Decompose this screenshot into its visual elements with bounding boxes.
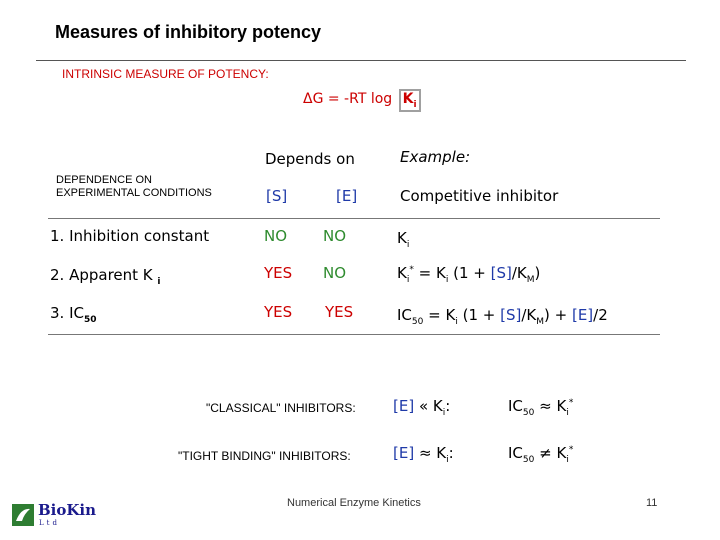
col-substrate: [S]: [266, 187, 288, 205]
dependence-label-line2: EXPERIMENTAL CONDITIONS: [56, 187, 212, 199]
tight-result: [508, 444, 573, 465]
equation-k: K: [402, 91, 414, 107]
equation-k-sub: i: [413, 99, 417, 110]
classical-res-k-sub: i: [566, 408, 569, 418]
row3-label-text: 3. IC: [50, 304, 84, 322]
page-number: 11: [646, 497, 658, 509]
logo-sub: Ltd: [39, 519, 60, 527]
row3-substrate: [S]: [500, 306, 522, 324]
row3-ic: IC: [397, 306, 412, 324]
row3-k-sub: i: [455, 317, 458, 327]
ki-box: [399, 89, 421, 112]
row2-k2-sub: i: [445, 275, 449, 285]
tight-colon: :: [448, 444, 454, 462]
row1-k-sub: i: [406, 240, 410, 250]
classical-res-sup: *: [568, 398, 574, 408]
equation-prefix: ΔG = -RT log: [303, 91, 397, 107]
tight-rel: ≈ K: [414, 444, 447, 462]
tight-res-sup: *: [568, 445, 574, 455]
row2-substrate: [S]: [490, 264, 512, 282]
tight-binding-inhibitors-label: "TIGHT BINDING" INHIBITORS:: [178, 449, 351, 463]
row-apparent-ki-label: [50, 266, 161, 287]
row3-label-sub: 50: [83, 315, 97, 325]
row3-open: (1 +: [457, 306, 501, 324]
row2-k-sup: *: [409, 265, 414, 275]
table-rule-bottom: [48, 334, 660, 335]
tight-enzyme: [E]: [393, 444, 415, 462]
tight-res-rel: ≠ K: [534, 444, 567, 462]
example-header: Example:: [400, 148, 471, 166]
row2-km-sub: M: [526, 275, 535, 285]
classical-res-rel: ≈ K: [534, 397, 567, 415]
tight-ic: IC: [508, 444, 523, 462]
row-inhibition-constant-label: 1. Inhibition constant: [50, 227, 210, 245]
classical-colon: :: [445, 397, 451, 415]
row2-k: K: [397, 264, 407, 282]
row1-s-value: NO: [264, 227, 288, 245]
free-energy-equation: [303, 89, 421, 112]
row2-label-text: 2. Apparent K: [50, 266, 153, 284]
logo-mark-icon: [12, 504, 34, 526]
row2-close: ): [534, 264, 541, 282]
col-enzyme: [E]: [336, 187, 358, 205]
classical-result: [508, 397, 573, 418]
dependence-label: [56, 174, 212, 200]
classical-inhibitors-label: "CLASSICAL" INHIBITORS:: [206, 401, 356, 415]
depends-on-header: Depends on: [265, 150, 355, 168]
page-title: Measures of inhibitory potency: [55, 22, 322, 42]
row2-eq: = K: [413, 264, 446, 282]
competitive-inhibitor-label: Competitive inhibitor: [400, 187, 559, 205]
row3-enzyme: [E]: [571, 306, 594, 324]
row3-km: /K: [521, 306, 537, 324]
row3-mid: ) +: [544, 306, 572, 324]
row2-example: [397, 264, 540, 285]
row1-example: [397, 229, 409, 250]
classical-condition: [393, 397, 450, 418]
row1-k: K: [397, 229, 407, 247]
dependence-label-line1: DEPENDENCE ON: [56, 174, 152, 186]
row2-e-value: NO: [323, 264, 347, 282]
tight-condition: [393, 444, 454, 465]
row2-km: /K: [511, 264, 527, 282]
row2-s-value: YES: [264, 264, 293, 282]
footer-text: Numerical Enzyme Kinetics: [287, 497, 421, 509]
classical-k-sub: i: [442, 408, 446, 418]
row3-eq: = K: [423, 306, 456, 324]
tight-k-sub: i: [446, 455, 449, 465]
row2-label-sub: i: [157, 277, 161, 287]
row3-ic-sub: 50: [411, 317, 424, 327]
biokin-logo: [12, 500, 97, 528]
row2-k-sub: i: [406, 275, 410, 285]
row-ic50-label: [50, 304, 97, 325]
classical-ic: IC: [508, 397, 523, 415]
table-rule-top: [48, 218, 660, 219]
row2-open: (1 +: [448, 264, 491, 282]
classical-ic-sub: 50: [522, 408, 535, 418]
intrinsic-label: INTRINSIC MEASURE OF POTENCY:: [62, 67, 269, 81]
row3-s-value: YES: [264, 303, 293, 321]
row1-e-value: NO: [323, 227, 347, 245]
row3-km-sub: M: [536, 317, 544, 327]
row3-end: /2: [593, 306, 608, 324]
title-divider: [36, 60, 686, 61]
tight-ic-sub: 50: [522, 455, 535, 465]
row3-e-value: YES: [325, 303, 354, 321]
classical-enzyme: [E]: [393, 397, 415, 415]
logo-name: BioKin: [38, 501, 97, 519]
row3-example: [397, 306, 608, 327]
classical-rel: « K: [414, 397, 443, 415]
tight-res-k-sub: i: [566, 455, 569, 465]
